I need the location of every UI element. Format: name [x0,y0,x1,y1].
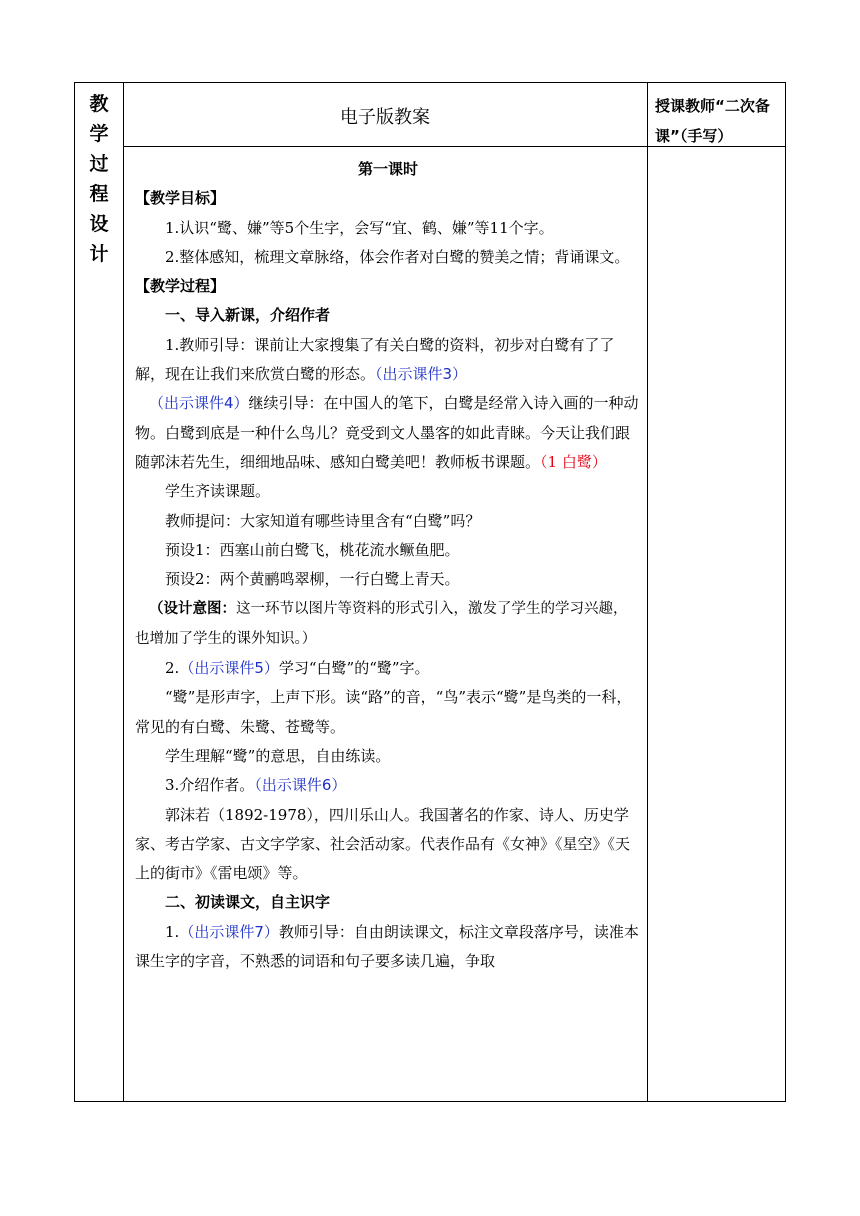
paragraph-8: “鹭”是形声字，上声下形。读“路”的音，“鸟”表示“鹭”是鸟类的一科，常见的有白鹭、朱鹭、苍鹭等。 [135,688,632,736]
header-teacher-notes: 授课教师“二次备课”（手写） [655,97,770,145]
paragraph-7: 2.（出示课件5）学习“白鹭”的“鹭”字。 [165,659,430,678]
board-title: （1 白鹭） [540,452,607,471]
courseware-cue: （出示课件4） [149,394,249,413]
paragraph-3: 学生齐读课题。 [165,482,271,501]
goal-2: 2.整体感知，梳理文章脉络，体会作者对白鹭的赞美之情；背诵课文。 [165,247,630,266]
paragraph-6: 预设2：两个黄鹂鸣翠柳，一行白鹭上青天。 [165,570,460,589]
paragraph-1: 1.教师引导：课前让大家搜集了有关白鹭的资料，初步对白鹭有了了解，现在让我们来欣赏白鹭的形态。（出示课件3） [135,335,615,384]
design-intent: （设计意图：这一环节以图片等资料的形式引入，激发了学生的学习兴趣，也增加了学生的课外知识。） [135,600,628,647]
paragraph-12: 1.（出示课件7）教师引导：自由朗读课文，标注文章段落序号，读准本课生字的字音，不熟悉的词语和句子要多读几遍，争取 [135,922,639,971]
teaching-process-design-label: 教 学 过 程 设 计 [89,93,109,265]
goal-1: 1.认识“鹭、嫌”等5个生字，会写“宜、鹤、嫌”等11个字。 [165,218,554,237]
lesson-content [135,155,641,976]
section-2-heading: 二、初读课文，自主识字 [165,893,331,912]
paragraph-9: 学生理解“鹭”的意思，自由练读。 [165,746,391,765]
courseware-cue: （出示课件7） [179,922,279,941]
courseware-cue: （出示课件5） [179,659,279,678]
courseware-cue: （出示课件6） [254,776,347,795]
session-title: 第一课时 [357,160,418,178]
paragraph-11: 郭沫若（1892-1978），四川乐山人。我国著名的作家、诗人、历史学家、考古学家、古文字学家、社会活动家。代表作品有《女神》《星空》《天上的街市》《雷电颂》等。 [135,805,631,883]
paragraph-2: （出示课件4）继续引导：在中国人的笔下，白鹭是经常入诗入画的一种动物。白鹭到底是一种什么鸟儿？竟受到文人墨客的如此青睐。今天让我们跟随郭沫若先生，细细地品味、感知白鹭美吧！教师板书课题。（1 白鹭） [135,394,639,471]
lesson-plan-table [74,82,786,1102]
section-1-heading: 一、导入新课，介绍作者 [165,306,331,325]
paragraph-5: 预设1：西塞山前白鹭飞，桃花流水鳜鱼肥。 [165,540,460,559]
courseware-cue: （出示课件3） [375,365,468,384]
header-title: 电子版教案 [340,107,430,128]
process-heading: 【教学过程】 [135,277,226,296]
paragraph-10: 3.介绍作者。（出示课件6） [165,776,347,795]
goals-heading: 【教学目标】 [135,189,226,208]
column-divider-left [123,83,124,1101]
column-divider-right [647,83,648,1101]
paragraph-4: 教师提问：大家知道有哪些诗里含有“白鹭”吗？ [165,511,481,530]
